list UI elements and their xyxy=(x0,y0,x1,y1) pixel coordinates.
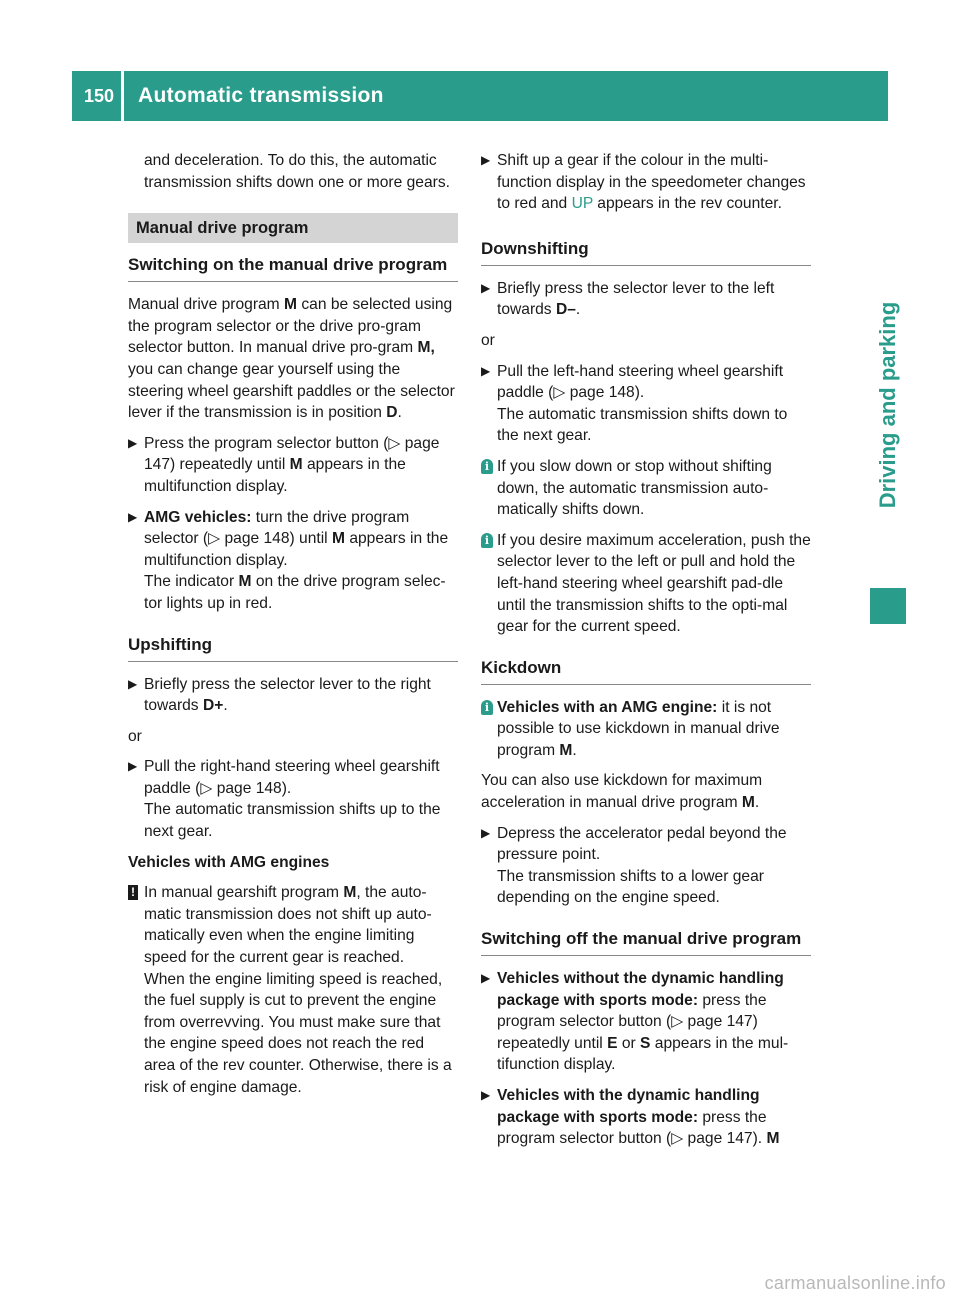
page-number: 150 xyxy=(72,71,124,121)
arrow-right-icon: ▶ xyxy=(481,280,491,295)
step-upshift-paddle: ▶ Pull the right-hand steering wheel gearshift paddle (▷ page 148). The automatic transmission shifts up to the next gear. xyxy=(128,758,441,841)
subheading-switching-on: Switching on the manual drive program xyxy=(128,253,458,282)
step-switch-off-with-dynamic: ▶ Vehicles with the dynamic handling package with sports mode: press the program selector button (▷ page 147). M xyxy=(481,1087,780,1148)
step-switch-off-without-dynamic: ▶ Vehicles without the dynamic handling package with sports mode: press the program selector button (▷ page 147) repeatedly until E or S appears in the mul-tifunction display. xyxy=(481,970,789,1074)
info-icon: i xyxy=(481,459,493,474)
side-tab-label: Driving and parking xyxy=(875,301,900,509)
section-heading: Manual drive program xyxy=(128,213,458,243)
up-indicator: UP xyxy=(571,195,593,213)
subheading-downshifting: Downshifting xyxy=(481,237,811,266)
arrow-right-icon: ▶ xyxy=(481,153,491,167)
step-downshift-lever: ▶ Briefly press the selector lever to the left towards D–. xyxy=(481,279,775,319)
info-note-max-acceleration: i If you desire maximum acceleration, push the selector lever to the left or pull and hold the left-hand steering wheel gearshift pad-dle until the transmission shifts to the opti-mal gear for the current speed. xyxy=(481,530,811,638)
arrow-right-icon: ▶ xyxy=(128,435,138,450)
side-tab xyxy=(870,240,906,570)
or-text: or xyxy=(128,727,142,745)
info-icon: i xyxy=(481,700,493,715)
step-kickdown-pedal: ▶ Depress the accelerator pedal beyond the pressure point. The transmission shifts to a lower gear depending on the engine speed. xyxy=(481,824,787,907)
left-column xyxy=(128,150,458,1107)
page-ref-icon: ▷ xyxy=(208,530,221,548)
step-upshift-lever: ▶ Briefly press the selector lever to the right towards D+. xyxy=(128,675,431,715)
page-ref-icon: ▷ xyxy=(553,384,566,402)
step-downshift-paddle: ▶ Pull the left-hand steering wheel gearshift paddle (▷ page 148). The automatic transmission shifts down to the next gear. xyxy=(481,362,788,445)
arrow-right-icon: ▶ xyxy=(481,363,491,378)
arrow-right-icon: ▶ xyxy=(128,759,138,774)
page-ref-icon: ▷ xyxy=(388,434,401,452)
kickdown-paragraph: You can also use kickdown for maximum acceleration in manual drive program M. xyxy=(481,772,763,812)
subheading-switching-off: Switching off the manual drive program xyxy=(481,927,811,956)
manual-program-paragraph: Manual drive program M can be selected using the program selector or the drive pro-gram selector button. In manual drive pro-gram M, you can change gear yourself using the steering wheel gearshift paddles or the selector lever if the transmission is in position D. xyxy=(128,296,455,422)
info-icon: i xyxy=(481,533,493,548)
chapter-title: Automatic transmission xyxy=(138,84,384,107)
watermark[interactable]: carmanualsonline.info xyxy=(764,1273,946,1293)
side-tab-marker xyxy=(870,588,906,624)
info-note-amg-kickdown: i Vehicles with an AMG engine: it is not possible to use kickdown in manual drive program M. xyxy=(481,697,811,762)
page-ref-icon: ▷ xyxy=(200,779,213,797)
or-text: or xyxy=(481,331,495,349)
right-column xyxy=(481,150,811,1159)
subheading-kickdown: Kickdown xyxy=(481,656,811,685)
arrow-right-icon: ▶ xyxy=(128,676,138,691)
page-ref-icon: ▷ xyxy=(671,1130,684,1148)
arrow-right-icon: ▶ xyxy=(481,1088,491,1102)
arrow-right-icon: ▶ xyxy=(481,825,491,840)
info-note-slow-down: i If you slow down or stop without shifting down, the automatic transmission auto-matically shifts down. xyxy=(481,456,811,521)
warning-icon: ! xyxy=(128,885,138,900)
step-shift-up: ▶ Shift up a gear if the colour in the multi-function display in the speedometer changes to red and UP appears in the rev counter. xyxy=(481,152,806,213)
page-header xyxy=(72,71,888,121)
intro-paragraph: and deceleration. To do this, the automatic transmission shifts down one or more gears. xyxy=(144,152,450,191)
step-amg-vehicles: ▶ AMG vehicles: turn the drive program selector (▷ page 148) until M appears in the multifunction display. The indicator M on the drive program selec-tor lights up in red. xyxy=(128,508,449,612)
step-press-selector: ▶ Press the program selector button (▷ page 147) repeatedly until M appears in the multifunction display. xyxy=(128,434,440,495)
arrow-right-icon: ▶ xyxy=(481,971,491,986)
amg-engines-heading: Vehicles with AMG engines xyxy=(128,853,330,871)
subheading-upshifting: Upshifting xyxy=(128,633,458,662)
arrow-right-icon: ▶ xyxy=(128,509,138,524)
warning-note: ! In manual gearshift program M, the auto-matic transmission does not shift up auto-matically even when the engine limiting speed for the current gear is reached. When the engine limiting speed is reached, the fuel supply is cut to prevent the engine from overrevving. You must make sure that the engine speed does not reach the red area of the rev counter. Otherwise, there is a risk of engine damage. xyxy=(128,882,458,1098)
page-ref-icon: ▷ xyxy=(671,1013,684,1031)
